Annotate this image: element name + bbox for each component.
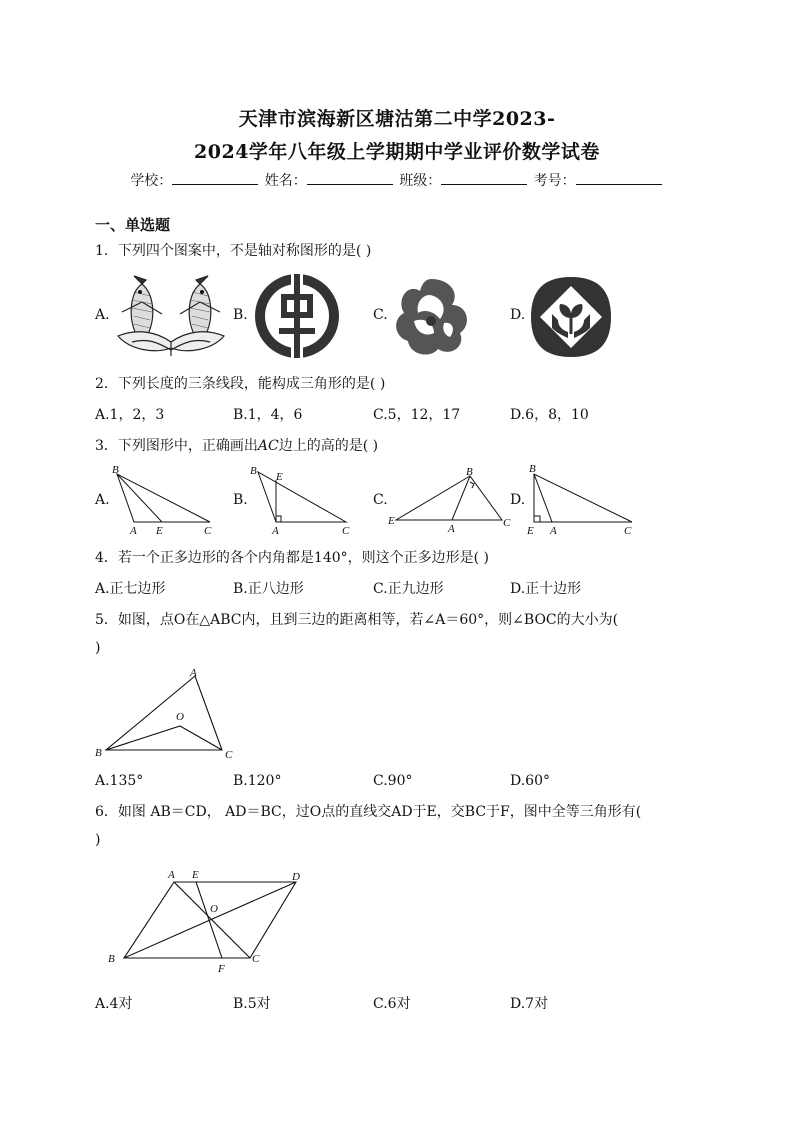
question-3-stem bbox=[95, 435, 378, 455]
q6-label-d: D bbox=[292, 871, 300, 883]
q1-option-c: C. bbox=[373, 307, 388, 323]
q3-stem-pre: 3．下列图形中，正确画出 bbox=[95, 438, 258, 454]
q4-option-b: B.正八边形 bbox=[233, 581, 304, 597]
q6-label-b: B bbox=[108, 953, 115, 965]
q5-label-b: B bbox=[95, 747, 102, 759]
q2-option-b: B.1，4，6 bbox=[233, 407, 303, 423]
q3-stem-var: AC bbox=[257, 438, 279, 454]
q5-option-c: C.90° bbox=[373, 773, 413, 789]
q3-figure-d bbox=[524, 460, 636, 538]
q6-option-b: B.5对 bbox=[233, 996, 271, 1012]
q3b-label-c: C bbox=[342, 525, 350, 536]
q3-figure-c bbox=[386, 462, 518, 534]
class-label: 班级： bbox=[399, 173, 442, 189]
q1-figure-c-flower-icon bbox=[390, 275, 472, 359]
class-blank[interactable] bbox=[441, 170, 527, 185]
exam-number-label: 考号： bbox=[533, 173, 576, 189]
q6-option-a: A.4对 bbox=[95, 996, 133, 1012]
q5-label-a: A bbox=[190, 667, 197, 679]
q3c-label-b: B bbox=[466, 466, 473, 478]
q3b-label-b: B bbox=[250, 465, 257, 477]
q3c-label-e: E bbox=[388, 515, 395, 527]
q3d-label-c: C bbox=[624, 525, 632, 537]
question-2-stem: 2．下列长度的三条线段，能构成三角形的是( ) bbox=[95, 376, 386, 392]
q3b-label-e: E bbox=[276, 471, 283, 483]
q3-option-d: D. bbox=[510, 492, 526, 508]
q6-figure-parallelogram bbox=[100, 862, 310, 978]
question-5-stem-line1: 5．如图，点O在△ABC内，且到三边的距离相等，若∠A＝60°，则∠BOC的大小为( bbox=[95, 612, 619, 628]
question-6-stem-line1: 6．如图 AB＝CD， AD＝BC，过O点的直线交AD于E，交BC于F，图中全等三角形有( bbox=[95, 804, 642, 820]
q6-label-c: C bbox=[252, 953, 260, 965]
exam-title-line1: 天津市滨海新区塘沽第二中学2023- bbox=[238, 108, 556, 130]
q6-label-a: A bbox=[168, 869, 175, 881]
q3-stem-post: 边上的高的是( ) bbox=[278, 438, 379, 454]
q5-option-b: B.120° bbox=[233, 773, 282, 789]
question-1-stem: 1．下列四个图案中，不是轴对称图形的是( ) bbox=[95, 243, 372, 259]
q3d-label-b: B bbox=[529, 463, 536, 475]
question-6-stem-line2: ) bbox=[95, 832, 101, 848]
q2-option-c: C.5，12，17 bbox=[373, 407, 461, 423]
q3b-label-a: A bbox=[272, 525, 279, 536]
q5-option-a: A.135° bbox=[95, 773, 144, 789]
q3a-label-a: A bbox=[130, 525, 137, 536]
q4-option-d: D.正十边形 bbox=[510, 581, 582, 597]
q6-label-e: E bbox=[192, 869, 199, 881]
q1-figure-d-sprout-hands-icon bbox=[528, 274, 614, 360]
q1-option-d: D. bbox=[510, 307, 526, 323]
q3d-label-e: E bbox=[527, 525, 534, 537]
q2-option-a: A.1，2，3 bbox=[95, 407, 165, 423]
q5-option-d: D.60° bbox=[510, 773, 550, 789]
q6-option-d: D.7对 bbox=[510, 996, 549, 1012]
q2-option-d: D.6，8，10 bbox=[510, 407, 589, 423]
name-blank[interactable] bbox=[307, 170, 393, 185]
q3c-label-a: A bbox=[448, 523, 455, 534]
exam-number-blank[interactable] bbox=[576, 170, 662, 185]
q6-label-f: F bbox=[218, 963, 225, 975]
q3-figure-a bbox=[110, 462, 216, 536]
q4-option-a: A.正七边形 bbox=[95, 581, 166, 597]
q1-option-a: A. bbox=[95, 307, 110, 323]
q5-figure-triangle bbox=[92, 664, 242, 764]
q1-figure-a-fish-icon bbox=[112, 272, 230, 358]
q3-option-c: C. bbox=[373, 492, 388, 508]
q5-label-o: O bbox=[176, 711, 184, 723]
question-5-stem-line2: ) bbox=[95, 640, 101, 656]
exam-title-line2: 2024学年八年级上学期期中学业评价数学试卷 bbox=[194, 141, 600, 163]
q1-figure-b-bank-logo-icon bbox=[251, 272, 343, 360]
q3a-label-c: C bbox=[204, 525, 212, 536]
q6-option-c: C.6对 bbox=[373, 996, 411, 1012]
student-info-row bbox=[0, 170, 794, 190]
q3-option-a: A. bbox=[95, 492, 110, 508]
school-blank[interactable] bbox=[172, 170, 258, 185]
q3a-label-b: B bbox=[112, 464, 119, 476]
q3d-label-a: A bbox=[550, 525, 557, 537]
q5-label-c: C bbox=[225, 749, 233, 761]
q3a-label-e: E bbox=[156, 525, 163, 536]
q3c-label-c: C bbox=[503, 517, 511, 529]
question-4-stem: 4．若一个正多边形的各个内角都是140°，则这个正多边形是( ) bbox=[95, 550, 490, 566]
q1-option-b: B. bbox=[233, 307, 248, 323]
name-label: 姓名： bbox=[264, 173, 307, 189]
school-label: 学校： bbox=[130, 173, 173, 189]
section-title: 一、单选题 bbox=[95, 216, 171, 234]
q3-figure-b bbox=[248, 464, 356, 536]
q4-option-c: C.正九边形 bbox=[373, 581, 444, 597]
q3-option-b: B. bbox=[233, 492, 248, 508]
q6-label-o: O bbox=[210, 903, 218, 915]
